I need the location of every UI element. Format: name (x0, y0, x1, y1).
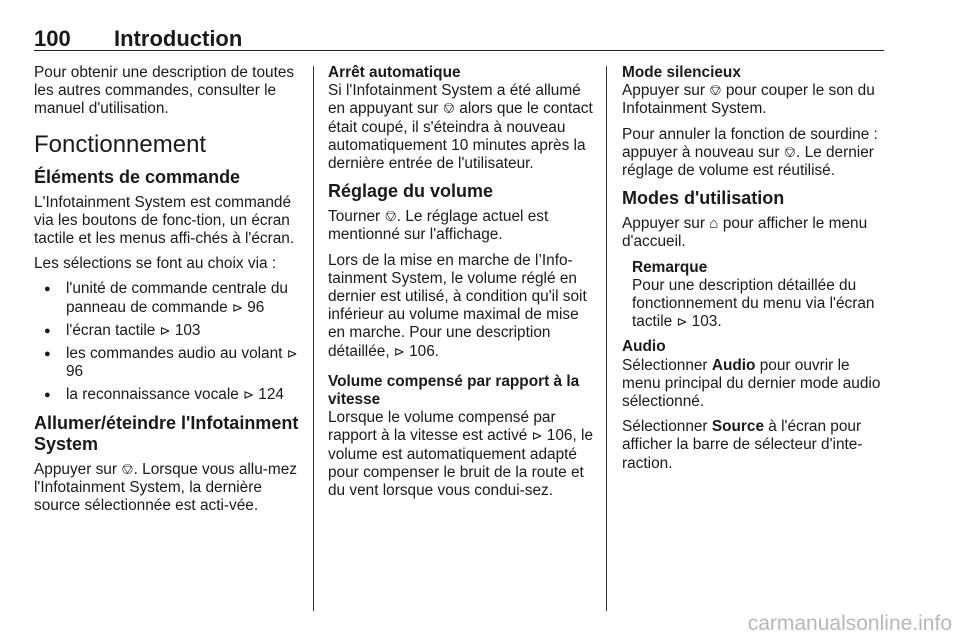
heading-reglage-volume: Réglage du volume (328, 181, 494, 202)
paragraph-modes: Appuyer sur ⌂ pour afficher le menu d'accueil. (622, 215, 868, 251)
heading-allumer: Allumer/éteindre l'Infotainment System (34, 412, 299, 454)
paragraph-mise-en-marche: Lors de la mise en marche de l’Info-tainment System, le volume réglé en dernier est utilisé, à condition qu'il soit inférieur au volume maximal de mise en marche. Pour une description détaillée, ⊳ 106. (328, 251, 587, 360)
paragraph-source: Sélectionner Source à l'écran pour afficher la barre de sélecteur d'inte-raction. (622, 418, 863, 472)
paragraph-silencieux: Appuyer sur ⎊ pour couper le son du Infotainment System. (622, 82, 875, 118)
arrow-ref-icon: ⊳ (286, 346, 298, 362)
watermark: carmanualsonline.info (747, 612, 952, 635)
arrow-ref-icon: ⊳ (531, 428, 543, 444)
power-icon: ⎊ (384, 208, 397, 226)
arrow-ref-icon: ⊳ (393, 343, 405, 359)
arrow-ref-icon: ⊳ (232, 299, 243, 315)
note-text: Pour une description détaillée du fonctionnement du menu via l'écran tactile ⊳ 103. (632, 276, 875, 331)
heading-arret-automatique: Arrêt automatique (328, 64, 461, 81)
list-item: ● la reconnaissance vocale ⊳ 124 (34, 386, 302, 404)
heading-audio: Audio (622, 338, 666, 356)
heading-volume-compense: Volume compensé par rapport à la vitesse (328, 372, 580, 409)
power-icon: ⎊ (442, 100, 455, 118)
list-item: ● l'écran tactile ⊳ 103 (34, 322, 302, 340)
paragraph-selections: Les sélections se font au choix via : (34, 255, 277, 273)
arrow-ref-icon: ⊳ (676, 314, 688, 330)
list-item: ● l'unité de commande centrale du panneau de commande ⊳ 96 (34, 280, 302, 316)
page-ref-link[interactable]: 96 (247, 298, 265, 316)
heading-modes-utilisation: Modes d'utilisation (622, 188, 785, 209)
home-icon: ⌂ (709, 215, 719, 233)
note-title: Remarque (632, 258, 708, 276)
paragraph-volume-compense: Lorsque le volume compensé par rapport à la vitesse est activé ⊳ 106, le volume est automatiquement adapté pour compenser le bruit de la route et du vent lorsque vous condui-sez. (328, 409, 594, 500)
column-3 (622, 64, 888, 480)
paragraph-audio: Sélectionner Audio pour ouvrir le menu principal du dernier mode audio sélectionné. (622, 356, 881, 411)
page-number: 100 (34, 26, 71, 51)
page-ref-link[interactable]: 124 (258, 386, 284, 404)
column-1 (34, 64, 302, 522)
arrow-ref-icon: ⊳ (243, 387, 255, 403)
note-box (622, 259, 888, 332)
paragraph-arret: Si l'Infotainment System a été allumé en appuyant sur ⎊ alors que le contact était coupé, il s'éteindra à nouveau automatiquement 10 minutes après la dernière entrée de l'utilisateur. (328, 82, 593, 173)
selection-list (34, 280, 302, 404)
power-icon: ⎊ (121, 460, 134, 478)
column-2 (328, 64, 596, 507)
paragraph-allumer: Appuyer sur ⎊. Lorsque vous allu-mez l'Infotainment System, la dernière source sélectionnée est acti-vée. (34, 460, 297, 515)
page-ref-link[interactable]: 103 (691, 313, 718, 331)
column-divider-2 (606, 66, 607, 611)
arrow-ref-icon: ⊳ (159, 322, 171, 338)
heading-mode-silencieux: Mode silencieux (622, 64, 741, 81)
heading-fonctionnement: Fonctionnement (34, 130, 207, 158)
paragraph-infotainment: L'Infotainment System est commandé via les boutons de fonc-tion, un écran tactile et les menus affi-chés à l'écran. (34, 193, 295, 248)
list-item: ● les commandes audio au volant ⊳ 96 (34, 345, 302, 381)
page-ref-link[interactable]: 96 (66, 363, 84, 381)
page-ref-link[interactable]: 106 (546, 427, 573, 445)
intro-paragraph: Pour obtenir une description de toutes les autres commandes, consulter le manuel d'utilisation. (34, 64, 295, 118)
heading-elements-commande: Éléments de commande (34, 166, 241, 187)
page-ref-link[interactable]: 103 (174, 321, 201, 339)
column-divider-1 (313, 66, 314, 611)
page-ref-link[interactable]: 106 (409, 342, 435, 360)
paragraph-tourner: Tourner ⎊. Le réglage actuel est mentionné sur l'affichage. (328, 208, 549, 244)
power-icon: ⎊ (783, 143, 797, 161)
chapter-title: Introduction (114, 26, 243, 51)
page-header (34, 28, 884, 51)
paragraph-annuler-sourdine: Pour annuler la fonction de sourdine : appuyer à nouveau sur ⎊. Le dernier réglage de volume est réutilisé. (622, 125, 878, 180)
power-icon: ⎊ (709, 82, 722, 100)
